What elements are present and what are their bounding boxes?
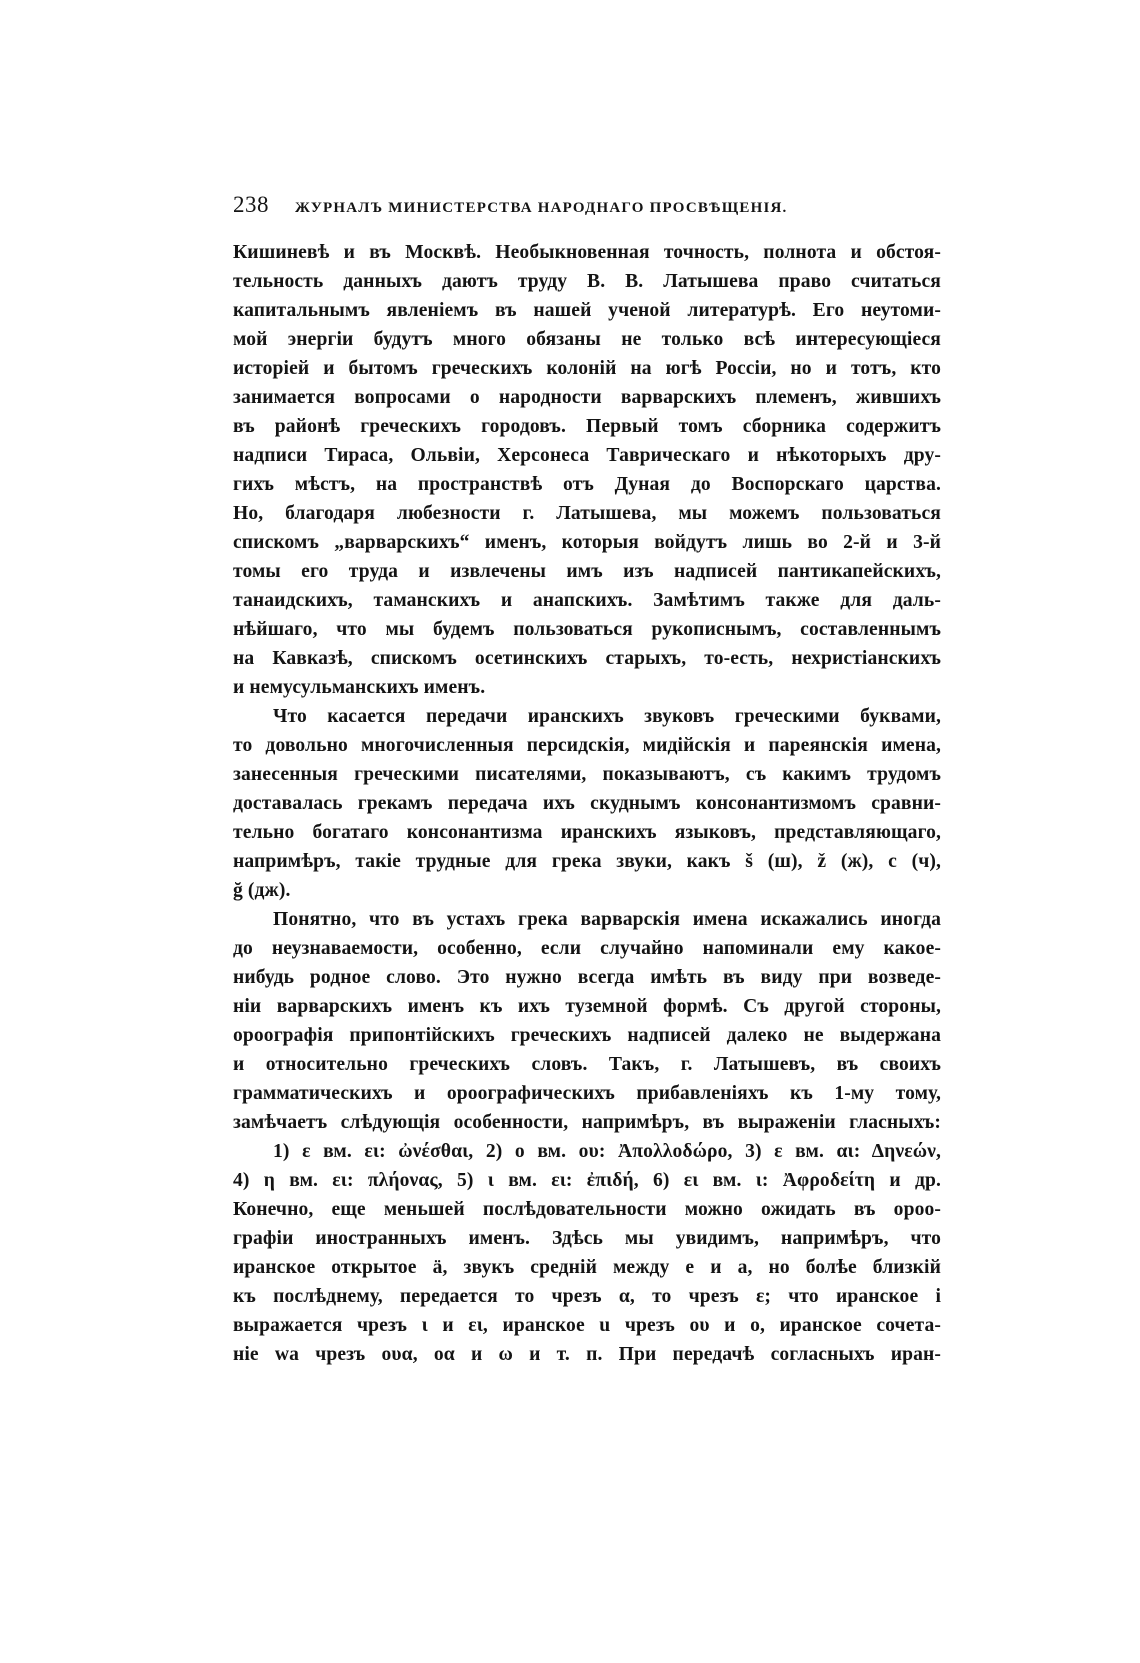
page (233, 192, 941, 1369)
text-line: надписи Тираса, Ольвіи, Херсонеса Таврическаго и нѣкоторыхъ дру- (233, 445, 941, 466)
text-line: ніи варварскихъ именъ къ ихъ туземной формѣ. Съ другой стороны, (233, 996, 941, 1017)
page-header (233, 192, 941, 226)
text-line: нѣйшаго, что мы будемъ пользоваться рукописнымъ, составленнымъ (233, 619, 941, 640)
text-line: 4) η вм. ει: πλήονας, 5) ι вм. ει: ἐπιδή, 6) ει вм. ι: Ἀφροδείτη и др. (233, 1170, 941, 1191)
text-line: исторіей и бытомъ греческихъ колоній на югѣ Россіи, но и тотъ, кто (233, 358, 941, 379)
text-line: Что касается передачи иранскихъ звуковъ греческими буквами, (273, 706, 941, 727)
text-line: мой энергіи будутъ много обязаны не только всѣ интересующіеся (233, 329, 941, 350)
text-line: Кишиневѣ и въ Москвѣ. Необыкновенная точность, полнота и обстоя- (233, 242, 941, 263)
text-line: Но, благодаря любезности г. Латышева, мы можемъ пользоваться (233, 503, 941, 524)
text-line: до неузнаваемости, особенно, если случайно напоминали ему какое- (233, 938, 941, 959)
text-line: ğ (дж). (233, 880, 291, 901)
text-line: ороографія припонтійскихъ греческихъ надписей далеко не выдержана (233, 1025, 941, 1046)
text-line: занесенныя греческими писателями, показываютъ, съ какимъ трудомъ (233, 764, 941, 785)
text-line: графіи иностранныхъ именъ. Здѣсь мы увидимъ, напримѣръ, что (233, 1228, 941, 1249)
text-line: и немусульманскихъ именъ. (233, 677, 486, 698)
text-line: тельность данныхъ даютъ труду В. В. Латышева право считаться (233, 271, 941, 292)
text-line: то довольно многочисленныя персидскія, мидійскія и пареянскія имена, (233, 735, 941, 756)
text-line: ніе wa чрезъ ουα, οα и ω и т. п. При передачѣ согласныхъ иран- (233, 1344, 941, 1365)
text-line: танаидскихъ, таманскихъ и анапскихъ. Замѣтимъ также для даль- (233, 590, 941, 611)
paragraph-3 (233, 905, 941, 1137)
text-line: и относительно греческихъ словъ. Такъ, г. Латышевъ, въ своихъ (233, 1054, 941, 1075)
page-number: 238 (233, 192, 269, 217)
text-line: томы его труда и извлечены имъ изъ надписей пантикапейскихъ, (233, 561, 941, 582)
text-line: Понятно, что въ устахъ грека варварскія имена искажались иногда (273, 909, 941, 930)
text-line: выражается чрезъ ι и ει, иранское u чрезъ ου и ο, иранское сочета- (233, 1315, 941, 1336)
paragraph-1 (233, 238, 941, 702)
text-line: гихъ мѣстъ, на пространствѣ отъ Дуная до Воспорскаго царства. (233, 474, 941, 495)
text-line: иранское открытое ä, звукъ средній между е и а, но болѣе близкій (233, 1257, 941, 1278)
text-line: замѣчаетъ слѣдующія особенности, напримѣръ, въ выраженіи гласныхъ: (233, 1112, 941, 1133)
text-line: 1) ε вм. ει: ὠνέσθαι, 2) ο вм. ου: Ἀπολλοδώρο, 3) ε вм. αι: Δηνεών, (273, 1141, 941, 1162)
text-line: нибудь родное слово. Это нужно всегда имѣть въ виду при возведе- (233, 967, 941, 988)
text-line: грамматическихъ и ороографическихъ прибавленіяхъ къ 1-му тому, (233, 1083, 941, 1104)
text-line: спискомъ „варварскихъ“ именъ, которыя войдутъ лишь во 2-й и 3-й (233, 532, 941, 553)
text-line: на Кавказѣ, спискомъ осетинскихъ старыхъ, то-есть, нехристіанскихъ (233, 648, 941, 669)
text-line: доставалась грекамъ передача ихъ скуднымъ консонантизмомъ сравни- (233, 793, 941, 814)
text-line: въ районѣ греческихъ городовъ. Первый томъ сборника содержитъ (233, 416, 941, 437)
paragraph-4 (233, 1137, 941, 1369)
text-line: Конечно, еще меньшей послѣдовательности можно ожидать въ ороо- (233, 1199, 941, 1220)
text-line: капитальнымъ явленіемъ въ нашей ученой литературѣ. Его неутоми- (233, 300, 941, 321)
text-line: напримѣръ, такіе трудные для грека звуки, какъ š (ш), ž (ж), c (ч), (233, 851, 941, 872)
text-line: занимается вопросами о народности варварскихъ племенъ, жившихъ (233, 387, 941, 408)
text-line: къ послѣднему, передается то чрезъ α, то чрезъ ε; что иранское i (233, 1286, 941, 1307)
text-line: тельно богатаго консонантизма иранскихъ языковъ, представляющаго, (233, 822, 941, 843)
running-title: ЖУРНАЛЪ МИНИСТЕРСТВА НАРОДНАГО ПРОСВѢЩЕНІЯ. (295, 200, 788, 216)
paragraph-2 (233, 702, 941, 905)
